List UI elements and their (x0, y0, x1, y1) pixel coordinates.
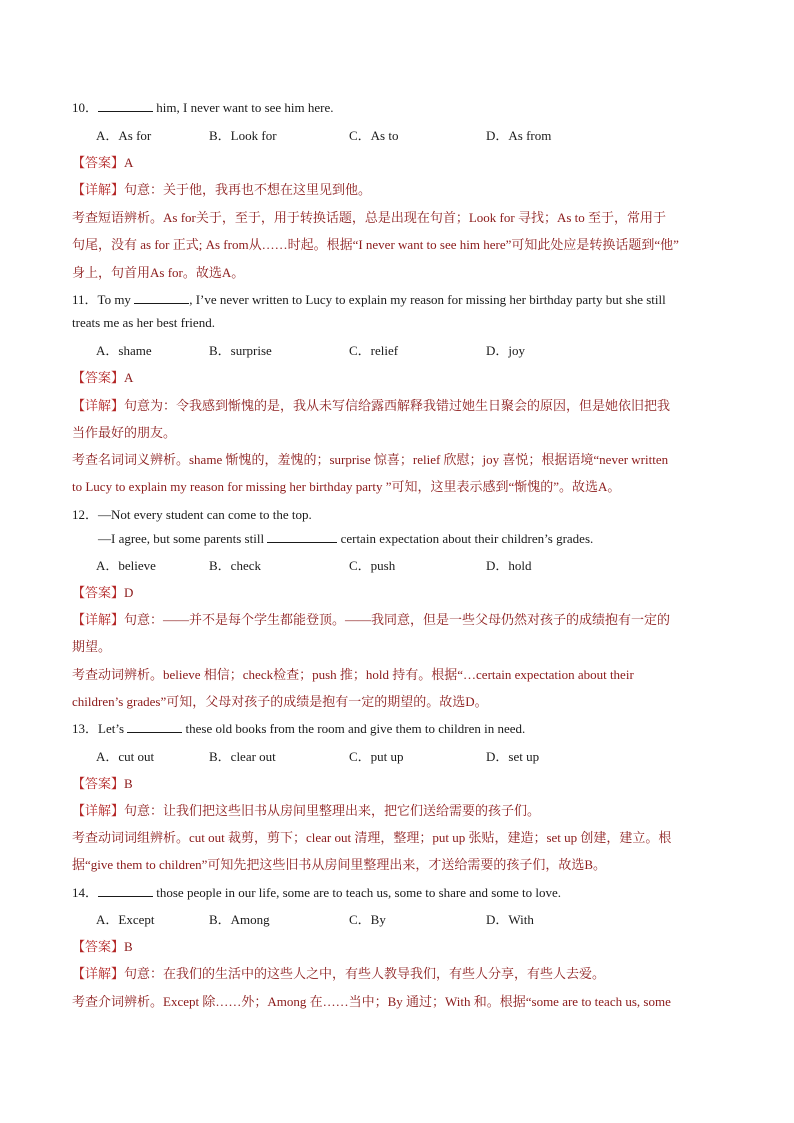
question-11-stem-cont: treats me as her best friend. (72, 315, 215, 330)
question-11-detail-3: 考查名词词义辨析。shame 惭愧的，羞愧的；surprise 惊喜；relief 欣慰；joy 喜悦；根据语境“never written (72, 452, 669, 467)
answer-value: A (124, 155, 134, 170)
question-11-detail-4: to Lucy to explain my reason for missing her birthday party ”可知，这里表示感到“惭愧的”。故选A。 (72, 479, 621, 494)
question-number: 12． (72, 507, 99, 522)
option-d: D．set up (486, 749, 540, 764)
answer-value: A (124, 370, 134, 385)
question-text: him, I never want to see him here. (153, 100, 334, 115)
answer-blank (134, 291, 189, 304)
question-number: 13． (72, 721, 99, 736)
question-11-stem (72, 289, 666, 308)
detail-tag: 【详解】 (72, 804, 125, 819)
question-text-pre: —I agree, but some parents still (98, 531, 268, 546)
question-12-detail-3: 考查动词辨析。believe 相信；check检查；push 推；hold 持有。根据“…certain expectation about their (72, 667, 634, 682)
question-11-detail-1 (72, 395, 670, 414)
answer-value: B (124, 776, 133, 791)
question-10-detail-2: 考查短语辨析。As for关于，至于，用于转换话题，总是出现在句首；Look for 寻找；As to 至于，常用于 (72, 210, 667, 225)
detail-tag: 【详解】 (72, 613, 125, 628)
question-10-detail-4: 身上，句首用As for。故选A。 (72, 265, 245, 280)
option-c: C．push (349, 558, 396, 573)
answer-blank (98, 884, 153, 897)
question-10-stem (72, 97, 334, 116)
detail-text: 句意为：令我感到惭愧的是，我从未写信给露西解释我错过她生日聚会的原因，但是她依旧把我 (124, 398, 671, 413)
answer-tag: 【答案】 (72, 586, 125, 601)
option-b: B．clear out (209, 749, 276, 764)
option-c: C．put up (349, 749, 404, 764)
option-c: C．relief (349, 343, 399, 358)
question-13-detail-3: 据“give them to children”可知先把这些旧书从房间里整理出来，才送给需要的孩子们，故选B。 (72, 857, 607, 872)
question-12-answer (72, 582, 133, 601)
question-text-pre: To my (97, 292, 135, 307)
question-12-stem (72, 504, 312, 523)
question-11-detail-2: 当作最好的朋友。 (72, 425, 177, 440)
question-13-detail-2: 考查动词词组辨析。cut out 裁剪，剪下；clear out 清理，整理；put up 张贴，建造；set up 创建，建立。根 (72, 830, 672, 845)
question-12-detail-1 (72, 609, 670, 628)
question-14-stem (72, 882, 561, 901)
option-a: A．shame (96, 343, 152, 358)
answer-blank (267, 530, 337, 543)
detail-tag: 【详解】 (72, 183, 125, 198)
question-14-detail-2: 考查介词辨析。Except 除……外；Among 在……当中；By 通过；With 和。根据“some are to teach us, some (72, 994, 671, 1009)
detail-tag: 【详解】 (72, 399, 125, 414)
option-b: B．Look for (209, 128, 277, 143)
answer-tag: 【答案】 (72, 777, 125, 792)
detail-text: 句意：让我们把这些旧书从房间里整理出来，把它们送给需要的孩子们。 (124, 803, 541, 818)
answer-blank (98, 99, 153, 112)
question-number: 10． (72, 100, 99, 115)
detail-text: 句意：在我们的生活中的这些人之中，有些人教导我们，有些人分享，有些人去爱。 (124, 966, 606, 981)
question-number: 11． (72, 292, 98, 307)
question-number: 14． (72, 885, 99, 900)
question-text: —Not every student can come to the top. (98, 507, 312, 522)
question-14-answer (72, 936, 133, 955)
option-a: A．believe (96, 558, 156, 573)
answer-value: B (124, 939, 133, 954)
option-d: D．joy (486, 343, 526, 358)
option-a: A．As for (96, 128, 152, 143)
detail-text: 句意：关于他，我再也不想在这里见到他。 (124, 182, 372, 197)
question-10-detail-1 (72, 179, 371, 198)
answer-tag: 【答案】 (72, 940, 125, 955)
detail-tag: 【详解】 (72, 967, 125, 982)
option-c: C．As to (349, 128, 399, 143)
option-a: A．Except (96, 912, 155, 927)
option-d: D．As from (486, 128, 552, 143)
option-c: C．By (349, 912, 386, 927)
option-b: B．check (209, 558, 261, 573)
option-b: B．surprise (209, 343, 272, 358)
question-12-stem-line2 (98, 530, 593, 547)
question-12-detail-2: 期望。 (72, 639, 112, 654)
question-10-answer (72, 152, 133, 171)
question-12-detail-4: children’s grades”可知，父母对孩子的成绩是抱有一定的期望的。故选D。 (72, 694, 488, 709)
question-11-answer (72, 367, 133, 386)
question-13-detail-1 (72, 800, 540, 819)
answer-tag: 【答案】 (72, 156, 125, 171)
question-13-stem (72, 718, 525, 737)
option-a: A．cut out (96, 749, 155, 764)
question-13-answer (72, 773, 133, 792)
detail-text: 句意：——并不是每个学生都能登顶。——我同意，但是一些父母仍然对孩子的成绩抱有一定的 (124, 612, 671, 627)
question-text-pre: Let’s (98, 721, 128, 736)
option-d: D．With (486, 912, 534, 927)
answer-value: D (124, 585, 134, 600)
question-14-detail-1 (72, 963, 605, 982)
question-text: these old books from the room and give them to children in need. (182, 721, 526, 736)
answer-blank (127, 720, 182, 733)
question-text: certain expectation about their children’s grades. (337, 531, 594, 546)
answer-tag: 【答案】 (72, 371, 125, 386)
question-text: , I’ve never written to Lucy to explain my reason for missing her birthday party but she still (189, 292, 666, 307)
option-b: B．Among (209, 912, 270, 927)
question-10-detail-3: 句尾，没有 as for 正式; As from从……时起。根据“I never want to see him here”可知此处应是转换话题到“他” (72, 237, 679, 252)
question-text: those people in our life, some are to teach us, some to share and some to love. (153, 885, 561, 900)
option-d: D．hold (486, 558, 532, 573)
